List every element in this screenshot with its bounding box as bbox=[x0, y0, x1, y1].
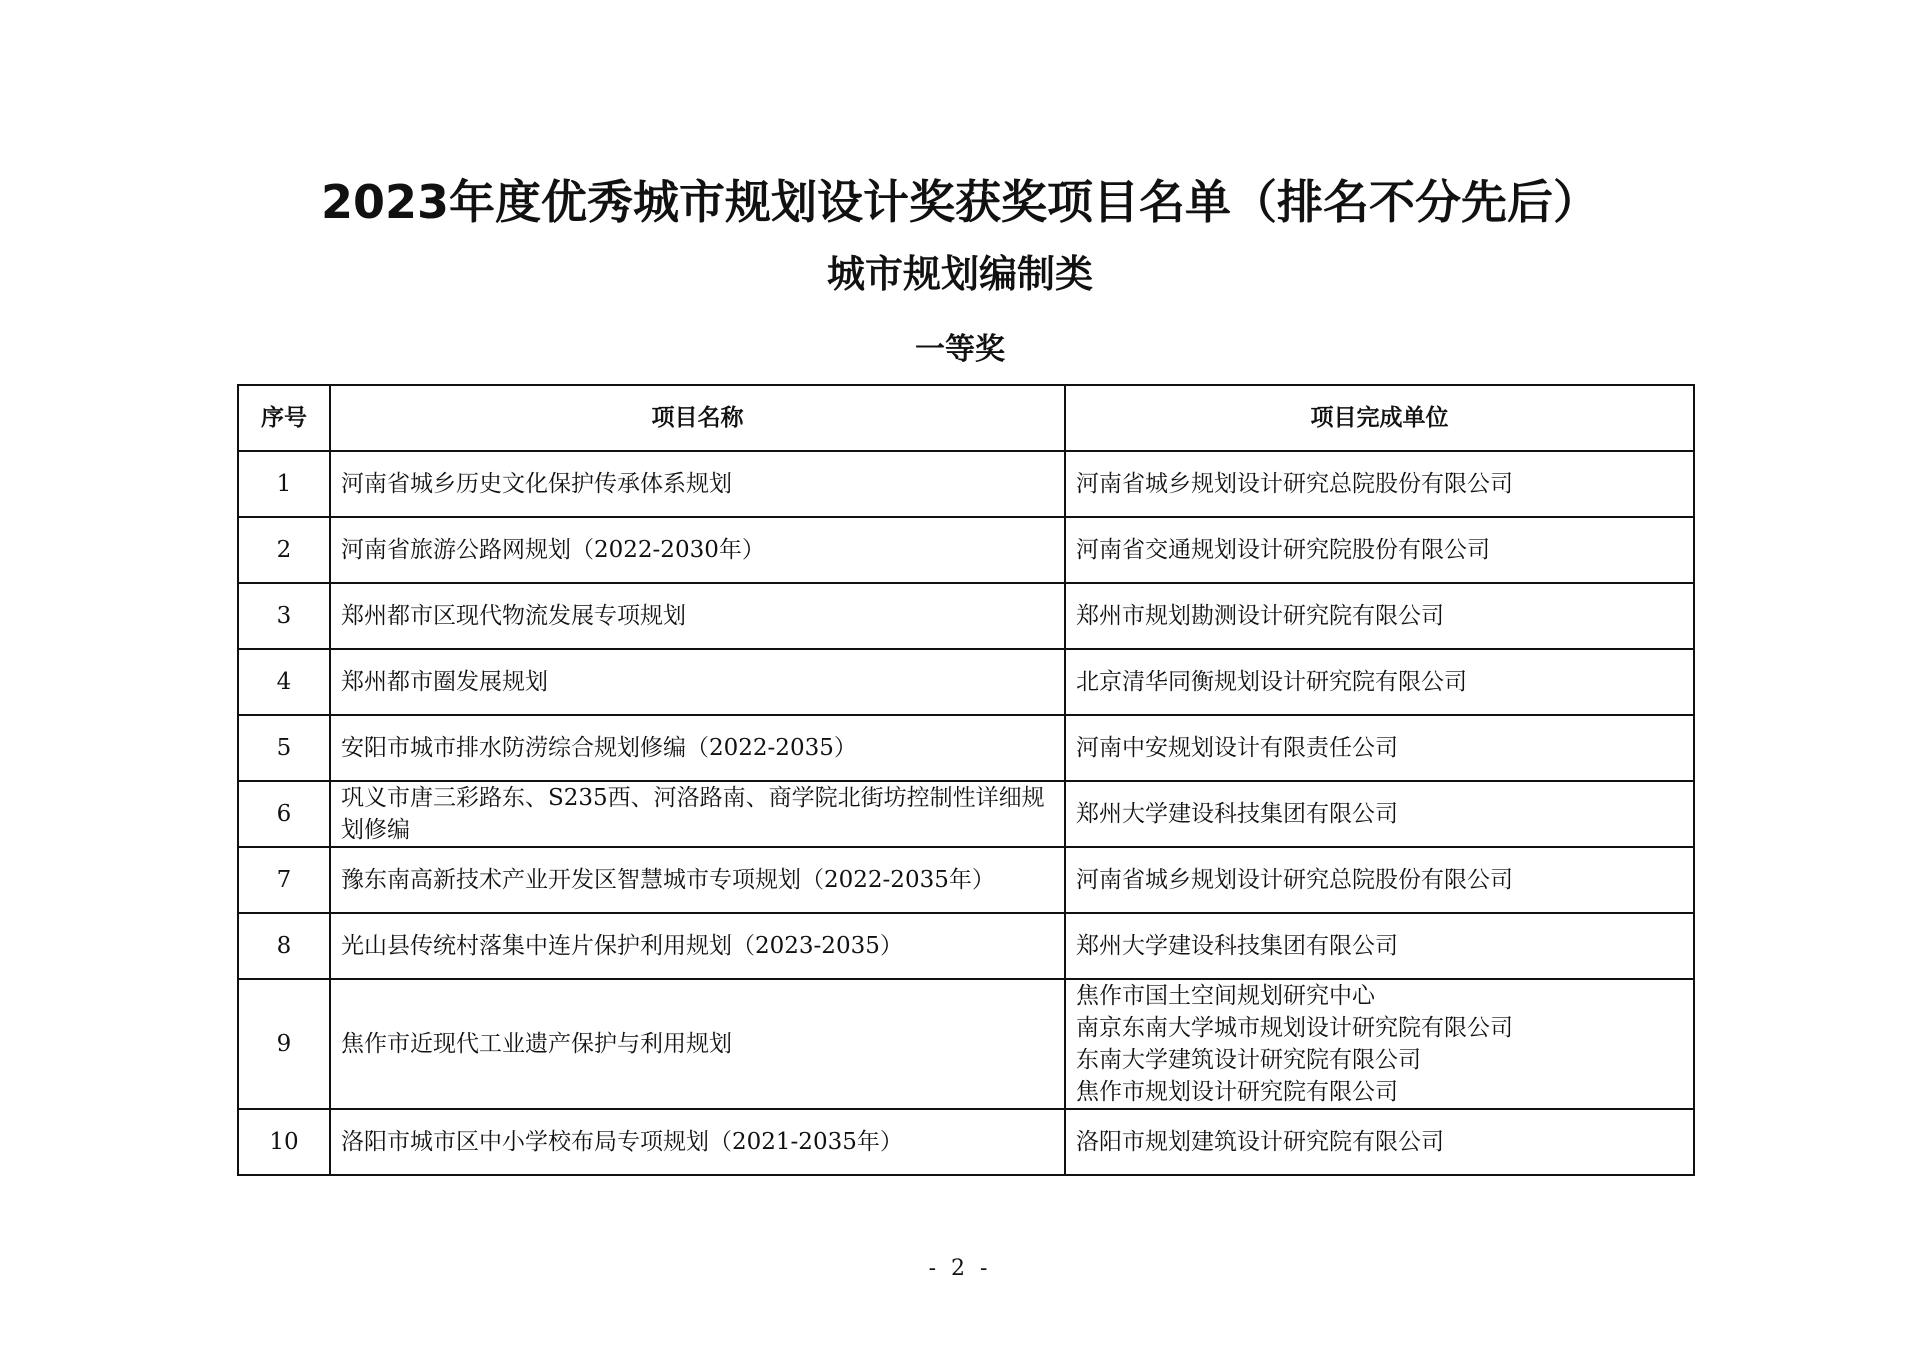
row-project-name: 郑州都市圈发展规划 bbox=[330, 649, 1065, 715]
unit-line: 河南省城乡规划设计研究总院股份有限公司 bbox=[1076, 471, 1513, 497]
row-index: 7 bbox=[238, 847, 330, 913]
row-project-name: 豫东南高新技术产业开发区智慧城市专项规划（2022-2035年） bbox=[330, 847, 1065, 913]
table-row bbox=[238, 1109, 1694, 1175]
row-unit bbox=[1065, 847, 1694, 913]
awards-table bbox=[237, 384, 1695, 1176]
header-project-name: 项目名称 bbox=[330, 385, 1065, 451]
unit-line: 南京东南大学城市规划设计研究院有限公司 bbox=[1076, 1015, 1513, 1041]
unit-line: 郑州大学建设科技集团有限公司 bbox=[1076, 933, 1398, 959]
unit-line: 河南中安规划设计有限责任公司 bbox=[1076, 735, 1398, 761]
table-row bbox=[238, 715, 1694, 781]
row-unit bbox=[1065, 583, 1694, 649]
row-project-name: 河南省旅游公路网规划（2022-2030年） bbox=[330, 517, 1065, 583]
table-row bbox=[238, 649, 1694, 715]
header-index: 序号 bbox=[238, 385, 330, 451]
row-project-name: 郑州都市区现代物流发展专项规划 bbox=[330, 583, 1065, 649]
award-level-heading: 一等奖 bbox=[915, 332, 1005, 367]
row-index: 6 bbox=[238, 781, 330, 847]
row-index: 2 bbox=[238, 517, 330, 583]
row-index: 8 bbox=[238, 913, 330, 979]
table-row bbox=[238, 847, 1694, 913]
table-row bbox=[238, 979, 1694, 1109]
document-title: 2023年度优秀城市规划设计奖获奖项目名单（排名不分先后） bbox=[320, 175, 1600, 229]
header-unit: 项目完成单位 bbox=[1065, 385, 1694, 451]
row-index: 1 bbox=[238, 451, 330, 517]
table-row bbox=[238, 583, 1694, 649]
row-unit bbox=[1065, 715, 1694, 781]
unit-line: 郑州市规划勘测设计研究院有限公司 bbox=[1076, 603, 1444, 629]
row-unit bbox=[1065, 913, 1694, 979]
row-index: 9 bbox=[238, 979, 330, 1109]
row-index: 4 bbox=[238, 649, 330, 715]
row-project-name: 焦作市近现代工业遗产保护与利用规划 bbox=[330, 979, 1065, 1109]
row-unit bbox=[1065, 1109, 1694, 1175]
table-row bbox=[238, 913, 1694, 979]
row-unit bbox=[1065, 649, 1694, 715]
unit-line: 河南省交通规划设计研究院股份有限公司 bbox=[1076, 537, 1490, 563]
row-index: 10 bbox=[238, 1109, 330, 1175]
row-unit bbox=[1065, 781, 1694, 847]
row-index: 3 bbox=[238, 583, 330, 649]
page-number: - 2 - bbox=[928, 1256, 992, 1281]
category-heading: 城市规划编制类 bbox=[826, 252, 1093, 296]
unit-line: 洛阳市规划建筑设计研究院有限公司 bbox=[1076, 1129, 1444, 1155]
table-header-row bbox=[238, 385, 1694, 451]
row-unit bbox=[1065, 517, 1694, 583]
row-project-name: 光山县传统村落集中连片保护利用规划（2023-2035） bbox=[330, 913, 1065, 979]
table-row bbox=[238, 517, 1694, 583]
row-project-name: 洛阳市城市区中小学校布局专项规划（2021-2035年） bbox=[330, 1109, 1065, 1175]
unit-line: 焦作市国土空间规划研究中心 bbox=[1076, 983, 1375, 1009]
unit-line: 郑州大学建设科技集团有限公司 bbox=[1076, 801, 1398, 827]
unit-line: 北京清华同衡规划设计研究院有限公司 bbox=[1076, 669, 1467, 695]
table-row bbox=[238, 781, 1694, 847]
row-index: 5 bbox=[238, 715, 330, 781]
row-unit bbox=[1065, 451, 1694, 517]
row-project-name: 河南省城乡历史文化保护传承体系规划 bbox=[330, 451, 1065, 517]
unit-line: 焦作市规划设计研究院有限公司 bbox=[1076, 1079, 1398, 1105]
table-row bbox=[238, 451, 1694, 517]
unit-line: 东南大学建筑设计研究院有限公司 bbox=[1076, 1047, 1421, 1073]
row-unit bbox=[1065, 979, 1694, 1109]
unit-line: 河南省城乡规划设计研究总院股份有限公司 bbox=[1076, 867, 1513, 893]
row-project-name: 巩义市唐三彩路东、S235西、河洛路南、商学院北街坊控制性详细规划修编 bbox=[330, 781, 1065, 847]
row-project-name: 安阳市城市排水防涝综合规划修编（2022-2035） bbox=[330, 715, 1065, 781]
